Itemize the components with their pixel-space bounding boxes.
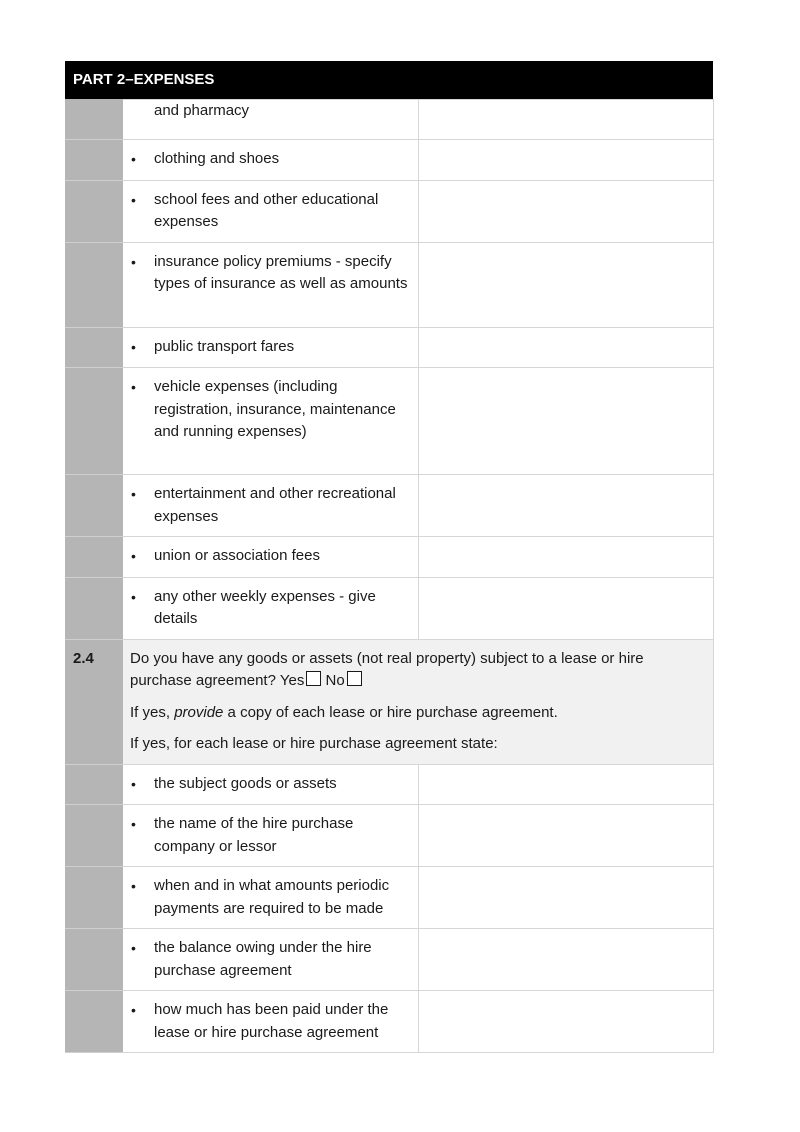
section-title: PART 2–EXPENSES bbox=[73, 71, 215, 88]
row-label bbox=[123, 537, 419, 578]
question-line-1 bbox=[130, 648, 705, 693]
table-row bbox=[66, 867, 714, 929]
row-label bbox=[123, 475, 419, 537]
table-row bbox=[66, 577, 714, 639]
instruction-emphasis: provide bbox=[174, 703, 224, 721]
no-label: No bbox=[325, 672, 345, 689]
table-row bbox=[66, 805, 714, 867]
answer-field[interactable] bbox=[419, 327, 714, 368]
row-label bbox=[123, 242, 419, 327]
answer-field[interactable] bbox=[419, 764, 714, 805]
row-text: any other weekly expenses - give details bbox=[154, 587, 376, 627]
answer-field[interactable] bbox=[419, 242, 714, 327]
table-row bbox=[66, 764, 714, 805]
table-row bbox=[66, 242, 714, 327]
bullet-icon bbox=[131, 483, 154, 528]
row-label bbox=[123, 577, 419, 639]
row-text: the subject goods or assets bbox=[154, 774, 337, 792]
answer-field[interactable] bbox=[419, 537, 714, 578]
row-label bbox=[123, 764, 419, 805]
bullet-icon bbox=[131, 586, 154, 631]
answer-field[interactable] bbox=[419, 929, 714, 991]
row-label bbox=[123, 929, 419, 991]
bullet-icon bbox=[131, 545, 154, 569]
row-text: the name of the hire purchase company or lessor bbox=[154, 815, 354, 855]
bullet-icon bbox=[131, 189, 154, 234]
answer-field[interactable] bbox=[419, 100, 714, 140]
row-text: the balance owing under the hire purchase agreement bbox=[154, 939, 372, 979]
bullet-icon bbox=[131, 336, 154, 360]
row-label bbox=[123, 368, 419, 475]
row-text: school fees and other educational expenses bbox=[154, 190, 379, 230]
row-number-cell bbox=[66, 180, 123, 242]
bullet-icon bbox=[131, 251, 154, 296]
expenses-form bbox=[65, 61, 713, 1053]
question-text: Do you have any goods or assets (not real property) subject to a lease or hire purchase agreement? bbox=[130, 649, 644, 689]
table-row bbox=[66, 475, 714, 537]
expenses-table bbox=[65, 99, 714, 1053]
table-row bbox=[66, 140, 714, 181]
row-text: clothing and shoes bbox=[154, 150, 280, 167]
table-row bbox=[66, 991, 714, 1053]
question-row bbox=[66, 639, 714, 764]
instruction-prefix: If yes, bbox=[130, 703, 175, 721]
row-label bbox=[123, 140, 419, 181]
section-header bbox=[65, 61, 713, 99]
row-label bbox=[123, 805, 419, 867]
table-row bbox=[66, 929, 714, 991]
row-label bbox=[123, 180, 419, 242]
answer-field[interactable] bbox=[419, 180, 714, 242]
row-label bbox=[123, 327, 419, 368]
row-text: when and in what amounts periodic payments are required to be made bbox=[154, 877, 390, 917]
table-row bbox=[66, 327, 714, 368]
answer-field[interactable] bbox=[419, 140, 714, 181]
row-text: insurance policy premiums - specify types of insurance as well as amounts bbox=[154, 252, 408, 292]
answer-field[interactable] bbox=[419, 805, 714, 867]
row-number-cell bbox=[66, 764, 123, 805]
bullet-icon bbox=[131, 148, 154, 172]
table-row bbox=[66, 368, 714, 475]
row-number-cell bbox=[66, 475, 123, 537]
bullet-icon bbox=[131, 937, 154, 982]
bullet-icon bbox=[131, 773, 154, 797]
row-number-cell bbox=[66, 805, 123, 867]
question-cell bbox=[123, 639, 714, 764]
instruction-suffix: a copy of each lease or hire purchase agreement. bbox=[223, 703, 558, 721]
row-text: public transport fares bbox=[154, 337, 295, 355]
table-row bbox=[66, 537, 714, 578]
row-text: vehicle expenses (including registration, insurance, maintenance and running expenses) bbox=[154, 378, 396, 440]
answer-field[interactable] bbox=[419, 991, 714, 1053]
bullet-icon bbox=[131, 813, 154, 858]
no-checkbox[interactable] bbox=[347, 671, 362, 686]
row-text: entertainment and other recreational expenses bbox=[154, 485, 396, 525]
row-label bbox=[123, 867, 419, 929]
answer-field[interactable] bbox=[419, 577, 714, 639]
row-label bbox=[123, 991, 419, 1053]
row-number-cell bbox=[66, 327, 123, 368]
question-line-2 bbox=[130, 702, 705, 725]
row-number-cell bbox=[66, 577, 123, 639]
row-label bbox=[123, 100, 419, 140]
question-number: 2.4 bbox=[66, 639, 123, 764]
bullet-icon bbox=[131, 999, 154, 1044]
yes-label: Yes bbox=[279, 672, 305, 689]
row-text: and pharmacy bbox=[154, 102, 250, 119]
row-text: how much has been paid under the lease or hire purchase agreement bbox=[154, 1001, 389, 1041]
table-row bbox=[66, 180, 714, 242]
answer-field[interactable] bbox=[419, 867, 714, 929]
row-number-cell bbox=[66, 242, 123, 327]
question-line-3: If yes, for each lease or hire purchase agreement state: bbox=[130, 735, 498, 752]
row-number-cell bbox=[66, 537, 123, 578]
row-number-cell bbox=[66, 991, 123, 1053]
bullet-icon bbox=[131, 376, 154, 444]
row-number-cell bbox=[66, 368, 123, 475]
bullet-icon bbox=[131, 875, 154, 920]
row-number-cell bbox=[66, 140, 123, 181]
answer-field[interactable] bbox=[419, 475, 714, 537]
row-number-cell bbox=[66, 100, 123, 140]
table-row bbox=[66, 100, 714, 140]
yes-checkbox[interactable] bbox=[306, 671, 321, 686]
answer-field[interactable] bbox=[419, 368, 714, 475]
row-number-cell bbox=[66, 867, 123, 929]
row-text: union or association fees bbox=[154, 547, 320, 564]
row-number-cell bbox=[66, 929, 123, 991]
